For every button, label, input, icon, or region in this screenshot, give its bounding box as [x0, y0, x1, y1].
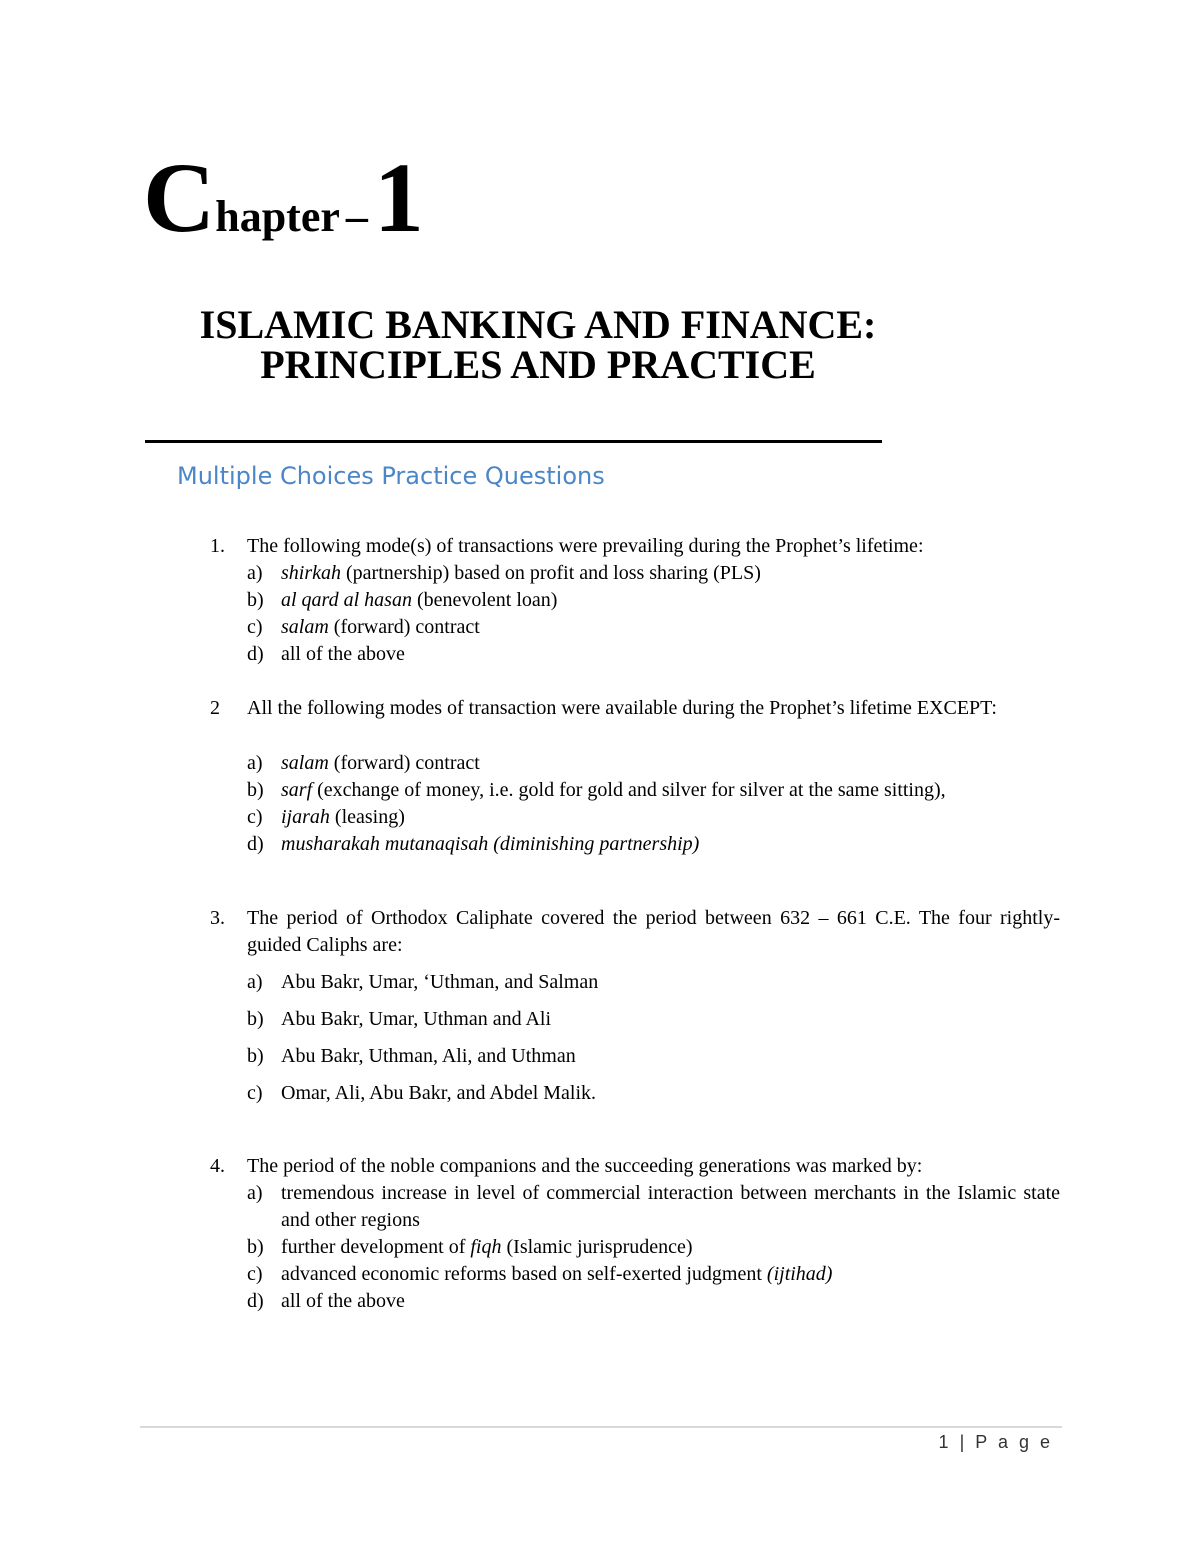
chapter-initial: C: [143, 142, 216, 253]
option-letter: d): [247, 833, 264, 855]
option-term: sarf: [281, 779, 313, 801]
option-letter: d): [247, 1290, 264, 1312]
option-term: fiqh: [470, 1236, 502, 1258]
option-letter: b): [247, 1045, 264, 1067]
option-text: [281, 641, 1060, 668]
option-letter: b): [247, 779, 264, 801]
option-b: [247, 1234, 1060, 1261]
question-number: 3.: [210, 907, 225, 929]
option-c: [247, 804, 1060, 831]
option-letter: a): [247, 1182, 263, 1204]
option-text: [281, 1288, 1060, 1315]
option-a: [247, 750, 1060, 777]
option-letter: c): [247, 806, 263, 828]
option-rest: (exchange of money, i.e. gold for gold and silver for silver at the same sitting),: [312, 779, 946, 801]
option-b: [247, 777, 1060, 804]
option-a: [247, 1180, 1060, 1234]
option-letter: c): [247, 1263, 263, 1285]
option-text: [281, 750, 1060, 777]
option-term: al qard al hasan: [281, 589, 412, 611]
option-text: [281, 560, 1060, 587]
page-number: 1: [938, 1432, 952, 1452]
option-text: [281, 1234, 1060, 1261]
option-text: [281, 1180, 1060, 1234]
question-number: 4.: [210, 1155, 225, 1177]
option-letter: b): [247, 1008, 264, 1030]
option-c: [247, 1261, 1060, 1288]
question-number: 1.: [210, 535, 225, 557]
option-text: [281, 777, 1060, 804]
question-number: 2: [210, 697, 220, 719]
option-term: salam: [281, 616, 329, 638]
option-a: [247, 969, 1060, 996]
option-text: [281, 1043, 1060, 1070]
option-b: [247, 1006, 1060, 1033]
option-pre: further development of: [281, 1236, 471, 1258]
question-stem: The period of Orthodox Caliphate covered the period between 632 – 661 C.E. The four rightly-guided Caliphs are:: [247, 907, 1060, 956]
option-text: [281, 587, 1060, 614]
option-rest: Omar, Ali, Abu Bakr, and Abdel Malik.: [281, 1082, 597, 1104]
option-letter: a): [247, 752, 263, 774]
option-term: (ijtihad): [766, 1263, 833, 1285]
option-d: [247, 1288, 1060, 1315]
option-letter: d): [247, 643, 264, 665]
title-divider: [145, 440, 882, 443]
option-rest: (partnership) based on profit and loss sharing (PLS): [341, 562, 761, 584]
option-rest: (forward) contract: [328, 752, 480, 774]
option-b-second: [247, 1043, 1060, 1070]
option-rest: Abu Bakr, Umar, ‘Uthman, and Salman: [281, 971, 599, 993]
option-letter: c): [247, 616, 263, 638]
option-a: [247, 560, 1060, 587]
option-term: shirkah: [281, 562, 341, 584]
option-text: [281, 1006, 1060, 1033]
option-rest: Abu Bakr, Uthman, Ali, and Uthman: [281, 1045, 576, 1067]
option-c: [247, 1080, 1060, 1107]
question-stem: The following mode(s) of transactions were prevailing during the Prophet’s lifetime:: [247, 535, 924, 557]
document-title-line-2: PRINCIPLES AND PRACTICE: [260, 342, 816, 387]
option-text: [281, 614, 1060, 641]
footer-divider: [140, 1426, 1062, 1428]
option-term: ijarah: [281, 806, 330, 828]
option-b: [247, 587, 1060, 614]
option-rest: tremendous increase in level of commercial interaction between merchants in the Islamic state and other regions: [281, 1182, 1060, 1231]
option-text: [281, 1261, 1060, 1288]
footer-separator: |: [959, 1432, 968, 1452]
option-rest: (Islamic jurisprudence): [501, 1236, 693, 1258]
option-rest: all of the above: [281, 643, 405, 665]
option-rest: Abu Bakr, Umar, Uthman and Ali: [281, 1008, 552, 1030]
document-title-line-1: ISLAMIC BANKING AND FINANCE:: [199, 302, 877, 347]
option-text: [281, 804, 1060, 831]
chapter-heading: [143, 142, 424, 253]
section-heading: Multiple Choices Practice Questions: [177, 462, 605, 490]
option-text: [281, 831, 1060, 858]
option-letter: b): [247, 1236, 264, 1258]
page-footer: [939, 1432, 1053, 1453]
option-term: salam: [281, 752, 329, 774]
option-c: [247, 614, 1060, 641]
question-stem: The period of the noble companions and the succeeding generations was marked by:: [247, 1155, 923, 1177]
option-letter: a): [247, 971, 263, 993]
page-label: P a g e: [975, 1432, 1053, 1452]
option-text: [281, 969, 1060, 996]
option-letter: c): [247, 1082, 263, 1104]
option-letter: a): [247, 562, 263, 584]
option-text: [281, 1080, 1060, 1107]
option-d: [247, 641, 1060, 668]
option-rest: (forward) contract: [328, 616, 480, 638]
chapter-word: hapter: [215, 192, 340, 241]
option-d: [247, 831, 1060, 858]
chapter-number: 1: [373, 142, 424, 253]
option-term: musharakah mutanaqisah (diminishing partnership): [281, 833, 700, 855]
option-rest: (leasing): [329, 806, 405, 828]
option-letter: b): [247, 589, 264, 611]
option-rest: all of the above: [281, 1290, 405, 1312]
question-stem: All the following modes of transaction were available during the Prophet’s lifetime EXCEPT:: [247, 697, 997, 719]
option-rest: (benevolent loan): [411, 589, 558, 611]
option-pre: advanced economic reforms based on self-exerted judgment: [281, 1263, 767, 1285]
chapter-dash: –: [345, 192, 368, 241]
